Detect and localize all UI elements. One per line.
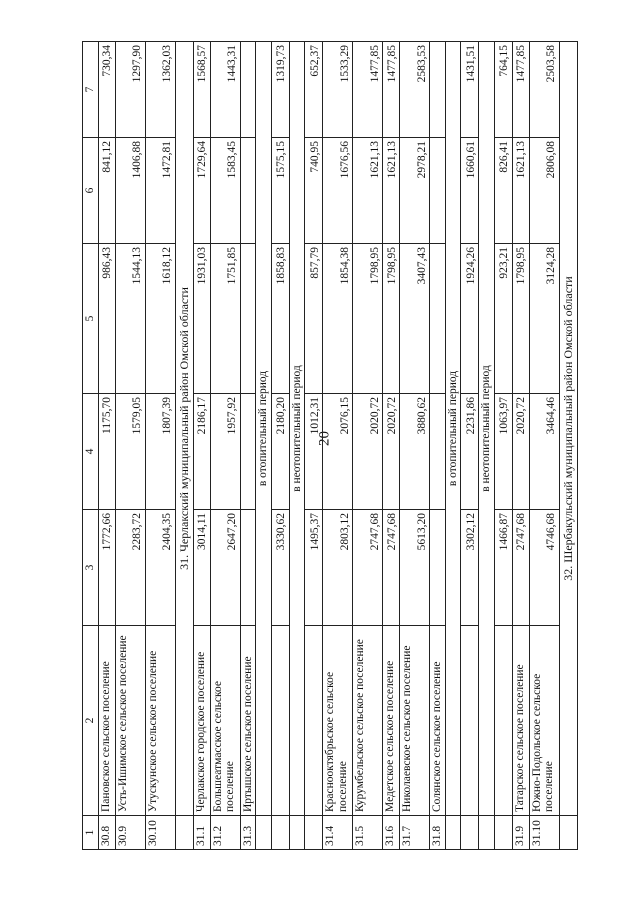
settlement-name-cell: Краснооктябрьское сельское поселение: [323, 626, 353, 816]
row-number-cell: 30.8: [98, 816, 115, 850]
table-row: [115, 42, 145, 850]
value-cell-c5: 1618,12: [145, 244, 175, 394]
value-cell-c4: [240, 394, 256, 510]
value-cell-c4: 1579,05: [115, 394, 145, 510]
settlement-name-cell: Курумбельское сельское поселение: [353, 626, 383, 816]
table-row: [400, 42, 430, 850]
value-cell-c6: 1472,81: [145, 138, 175, 244]
tariff-table: [82, 41, 578, 850]
document-sheet: [82, 42, 575, 850]
period-row: [289, 42, 305, 850]
period-row: [256, 42, 272, 850]
value-cell-c7: 1319,73: [271, 42, 289, 138]
value-cell-c6: 1676,56: [323, 138, 353, 244]
row-number-cell: 31.6: [383, 816, 400, 850]
value-cell-c6: 1621,13: [383, 138, 400, 244]
column-header-3: 3: [83, 510, 99, 626]
value-cell-c4: 3464,46: [529, 394, 559, 510]
value-cell-c7: 1297,90: [115, 42, 145, 138]
value-cell-c7: 730,34: [98, 42, 115, 138]
value-cell-c5: 1924,26: [461, 244, 479, 394]
row-number-cell: [289, 816, 305, 850]
value-cell-c4: 2186,17: [193, 394, 210, 510]
section-row: [559, 42, 577, 850]
value-cell-c6: 826,41: [494, 138, 512, 244]
period-label: в отопительный период: [256, 42, 272, 816]
section-row: [175, 42, 193, 850]
value-cell-c5: 1798,95: [383, 244, 400, 394]
table-row: [494, 42, 512, 850]
value-cell-c3: 4746,68: [529, 510, 559, 626]
value-cell-c7: 652,37: [305, 42, 323, 138]
value-cell-c6: 1406,88: [115, 138, 145, 244]
period-label: в неотопительный период: [479, 42, 495, 816]
section-title: 31. Черлакский муниципальный район Омской области: [175, 42, 193, 816]
table-row: [461, 42, 479, 850]
table-row: [305, 42, 323, 850]
value-cell-c3: 2747,68: [383, 510, 400, 626]
value-cell-c5: [430, 244, 446, 394]
value-cell-c7: 2583,53: [400, 42, 430, 138]
value-cell-c6: 1621,13: [353, 138, 383, 244]
value-cell-c5: 857,79: [305, 244, 323, 394]
page-number: 20: [316, 431, 333, 446]
value-cell-c7: 1477,85: [353, 42, 383, 138]
period-row: [479, 42, 495, 850]
value-cell-c3: 2647,20: [210, 510, 240, 626]
value-cell-c7: 1477,85: [383, 42, 400, 138]
value-cell-c4: 1063,97: [494, 394, 512, 510]
value-cell-c4: 2076,15: [323, 394, 353, 510]
rotated-table-container: [82, 42, 575, 850]
value-cell-c5: 1854,38: [323, 244, 353, 394]
value-cell-c3: 3302,12: [461, 510, 479, 626]
row-number-cell: 31.5: [353, 816, 383, 850]
value-cell-c3: [240, 510, 256, 626]
value-cell-c4: 2180,20: [271, 394, 289, 510]
column-header-2: 2: [83, 626, 99, 816]
value-cell-c5: 3407,43: [400, 244, 430, 394]
value-cell-c7: 764,15: [494, 42, 512, 138]
value-cell-c4: 1807,39: [145, 394, 175, 510]
section-title: 32. Шербакульский муниципальный район Омской области: [559, 42, 577, 816]
row-number-cell: [479, 816, 495, 850]
row-number-cell: [445, 816, 461, 850]
settlement-name-cell: Южно-Подольское сельское поселение: [529, 626, 559, 816]
row-number-cell: 31.8: [430, 816, 446, 850]
value-cell-c7: 1477,85: [512, 42, 529, 138]
settlement-name-cell: [305, 626, 323, 816]
settlement-name-cell: [271, 626, 289, 816]
settlement-name-cell: Медетское сельское поселение: [383, 626, 400, 816]
value-cell-c3: 2747,68: [512, 510, 529, 626]
value-cell-c6: [240, 138, 256, 244]
value-cell-c6: 740,95: [305, 138, 323, 244]
table-header-row: [83, 42, 99, 850]
column-header-7: 7: [83, 42, 99, 138]
column-header-1: 1: [83, 816, 99, 850]
value-cell-c7: 1568,57: [193, 42, 210, 138]
period-label: в неотопительный период: [289, 42, 305, 816]
settlement-name-cell: [461, 626, 479, 816]
value-cell-c4: 3880,62: [400, 394, 430, 510]
value-cell-c7: 2503,58: [529, 42, 559, 138]
value-cell-c3: [430, 510, 446, 626]
value-cell-c3: 2404,35: [145, 510, 175, 626]
row-number-cell: 31.9: [512, 816, 529, 850]
row-number-cell: 31.1: [193, 816, 210, 850]
row-number-cell: [175, 816, 193, 850]
value-cell-c7: [430, 42, 446, 138]
value-cell-c5: 1544,13: [115, 244, 145, 394]
period-label: в отопительный период: [445, 42, 461, 816]
value-cell-c5: 1798,95: [512, 244, 529, 394]
settlement-name-cell: Татарское сельское поселение: [512, 626, 529, 816]
value-cell-c3: 2283,72: [115, 510, 145, 626]
value-cell-c3: 3014,11: [193, 510, 210, 626]
value-cell-c3: 1466,87: [494, 510, 512, 626]
table-row: [323, 42, 353, 850]
value-cell-c5: 1798,95: [353, 244, 383, 394]
row-number-cell: [494, 816, 512, 850]
settlement-name-cell: Солянское сельское поселение: [430, 626, 446, 816]
table-row: [383, 42, 400, 850]
settlement-name-cell: Иртышское сельское поселение: [240, 626, 256, 816]
settlement-name-cell: Черлакское городское поселение: [193, 626, 210, 816]
row-number-cell: 31.4: [323, 816, 353, 850]
value-cell-c5: 1931,03: [193, 244, 210, 394]
table-row: [193, 42, 210, 850]
table-row: [210, 42, 240, 850]
value-cell-c3: 5613,20: [400, 510, 430, 626]
value-cell-c4: [430, 394, 446, 510]
table-row: [98, 42, 115, 850]
value-cell-c6: [430, 138, 446, 244]
settlement-name-cell: Пановское сельское поселение: [98, 626, 115, 816]
value-cell-c4: 2020,72: [353, 394, 383, 510]
period-row: [445, 42, 461, 850]
table-row: [240, 42, 256, 850]
value-cell-c3: 1495,37: [305, 510, 323, 626]
value-cell-c6: 1729,64: [193, 138, 210, 244]
row-number-cell: 30.9: [115, 816, 145, 850]
table-row: [529, 42, 559, 850]
settlement-name-cell: Усть-Ишимское сельское поселение: [115, 626, 145, 816]
value-cell-c4: 1012,31: [305, 394, 323, 510]
value-cell-c6: 1660,61: [461, 138, 479, 244]
table-row: [512, 42, 529, 850]
value-cell-c7: 1533,29: [323, 42, 353, 138]
value-cell-c6: 2806,08: [529, 138, 559, 244]
row-number-cell: [559, 816, 577, 850]
settlement-name-cell: Большеатмасское сельское поселение: [210, 626, 240, 816]
settlement-name-cell: Николаевское сельское поселение: [400, 626, 430, 816]
table-row: [145, 42, 175, 850]
row-number-cell: 31.3: [240, 816, 256, 850]
table-body: [83, 42, 578, 850]
row-number-cell: 31.2: [210, 816, 240, 850]
row-number-cell: [271, 816, 289, 850]
value-cell-c7: 1431,51: [461, 42, 479, 138]
value-cell-c4: 1957,92: [210, 394, 240, 510]
row-number-cell: 31.10: [529, 816, 559, 850]
column-header-5: 5: [83, 244, 99, 394]
table-row: [430, 42, 446, 850]
value-cell-c4: 2020,72: [383, 394, 400, 510]
value-cell-c6: 2978,21: [400, 138, 430, 244]
value-cell-c7: 1362,03: [145, 42, 175, 138]
value-cell-c7: 1443,31: [210, 42, 240, 138]
value-cell-c3: 3330,62: [271, 510, 289, 626]
row-number-cell: [256, 816, 272, 850]
row-number-cell: 30.10: [145, 816, 175, 850]
value-cell-c5: 3124,28: [529, 244, 559, 394]
row-number-cell: [305, 816, 323, 850]
value-cell-c4: 1175,70: [98, 394, 115, 510]
table-row: [353, 42, 383, 850]
value-cell-c6: 1621,13: [512, 138, 529, 244]
value-cell-c6: 841,12: [98, 138, 115, 244]
value-cell-c5: 986,43: [98, 244, 115, 394]
row-number-cell: [461, 816, 479, 850]
value-cell-c3: 2747,68: [353, 510, 383, 626]
value-cell-c3: 1772,66: [98, 510, 115, 626]
value-cell-c6: 1575,15: [271, 138, 289, 244]
settlement-name-cell: [494, 626, 512, 816]
value-cell-c3: 2803,12: [323, 510, 353, 626]
column-header-6: 6: [83, 138, 99, 244]
value-cell-c5: 1858,83: [271, 244, 289, 394]
value-cell-c5: 1751,85: [210, 244, 240, 394]
row-number-cell: 31.7: [400, 816, 430, 850]
column-header-4: 4: [83, 394, 99, 510]
value-cell-c5: [240, 244, 256, 394]
value-cell-c4: 2020,72: [512, 394, 529, 510]
settlement-name-cell: Утускунское сельское поселение: [145, 626, 175, 816]
table-row: [271, 42, 289, 850]
value-cell-c7: [240, 42, 256, 138]
value-cell-c5: 923,21: [494, 244, 512, 394]
value-cell-c6: 1583,45: [210, 138, 240, 244]
value-cell-c4: 2231,86: [461, 394, 479, 510]
